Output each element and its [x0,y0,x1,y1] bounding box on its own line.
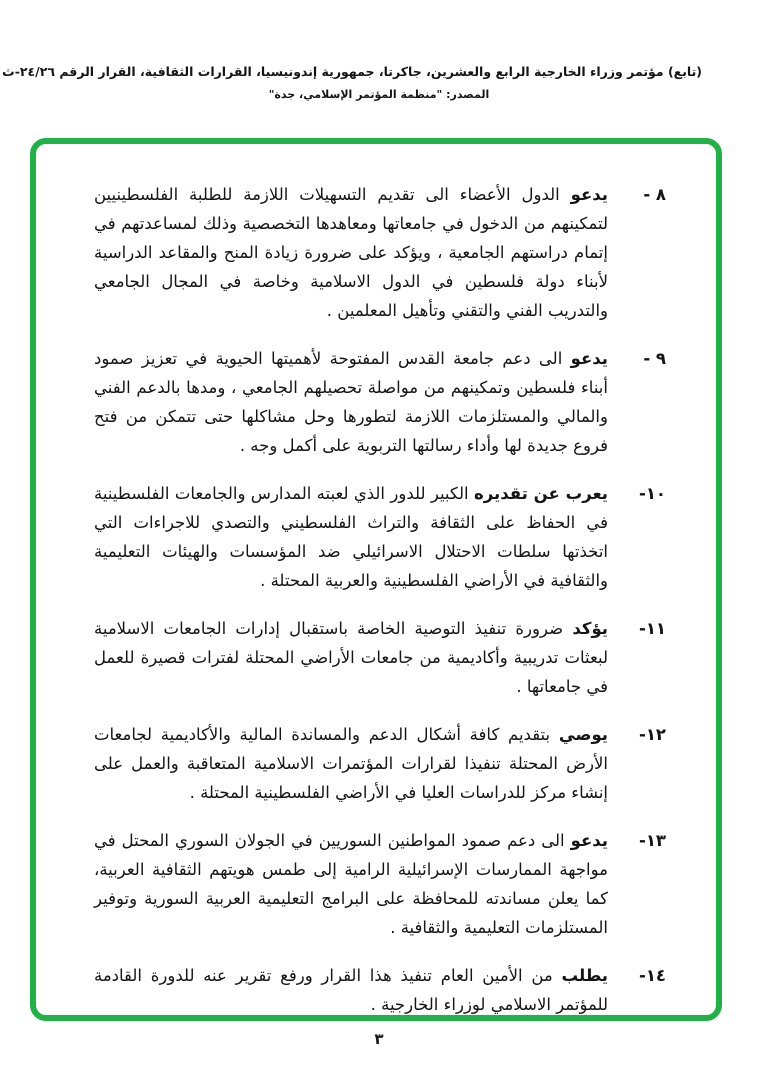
item-number: ٩ - [643,349,666,368]
item-lead-word: يؤكد [572,619,608,638]
item-number: ٨ - [643,185,666,204]
item-lead-word: يدعو [570,185,608,204]
item-text [94,720,608,807]
item-number: ١٣- [638,831,666,850]
item-text [94,826,608,942]
item-text [94,961,608,1019]
item-lead-word: يدعو [570,831,608,850]
item-body-text: الكبير للدور الذي لعبته المدارس والجامعات الفلسطينية في الحفاظ على الثقافة والتراث الفلسطيني والتصدي للاجراءات التي اتخذتها سلطات الاحتلال الاسرائيلي ضد المؤسسات والهيئات التعليمية والثقافية في الأراضي الفلسطينية والعربية المحتلة . [94,484,608,590]
item-lead-word: يطلب [561,966,608,985]
resolution-item-13 [94,826,666,942]
resolution-item-10 [94,479,666,595]
item-lead-word: يعرب عن تقديره [474,484,609,503]
resolution-item-9 [94,344,666,460]
item-body-text: الدول الأعضاء الى تقديم التسهيلات اللازمة للطلبة الفلسطينيين لتمكينهم من الدخول في جامعاتها ومعاهدها التخصصية وذلك لمساعدتهم في إتمام دراستهم الجامعية ، ويؤكد على ضرورة زيادة المنح والمقاعد الدراسية لأبناء دولة فلسطين في الدول الاسلامية وخاصة في المجال الجامعي والتدريب الفني والتقني وتأهيل المعلمين . [94,185,608,320]
item-text [94,344,608,460]
item-text [94,479,608,595]
resolution-item-11 [94,614,666,701]
item-body-text: الى دعم صمود المواطنين السوريين في الجولان السوري المحتل في مواجهة الممارسات الإسرائيلية الرامية إلى طمس هويتهم الثقافية العربية، كما يعلن مساندته للمحافظة على البرامج التعليمية العربية السورية وتوفير المستلزمات التعليمية والثقافية . [94,831,608,937]
item-number: ١١- [638,619,666,638]
item-text [94,180,608,325]
item-number: ١٠- [638,484,666,503]
item-body-text: ضرورة تنفيذ التوصية الخاصة باستقبال إدارات الجامعات الاسلامية لبعثات تدريبية وأكاديمية من جامعات الأراضي المحتلة لفترات قصيرة للعمل في جامعاتها . [94,619,608,696]
resolution-item-8 [94,180,666,325]
item-number: ١٢- [638,725,666,744]
item-number: ١٤- [638,966,666,985]
item-text [94,614,608,701]
content-border-box [30,138,722,1021]
item-lead-word: يدعو [570,349,608,368]
resolution-item-12 [94,720,666,807]
header-conference-title: (تابع) مؤتمر وزراء الخارجية الرابع والعشرين، جاكرتا، جمهورية إندونيسيا، القرارات الثقافية، القرار الرقم ٢٤/٢٦-ث [2,64,702,79]
item-body-text: من الأمين العام تنفيذ هذا القرار ورفع تقرير عنه للدورة القادمة للمؤتمر الاسلامي لوزراء الخارجية . [94,966,608,1014]
resolution-item-14 [94,961,666,1019]
item-lead-word: يوصي [558,725,608,744]
header-source-line: المصدر: "منظمة المؤتمر الإسلامي، جدة" [268,88,490,101]
item-body-text: بتقديم كافة أشكال الدعم والمساندة المالية والأكاديمية لجامعات الأرض المحتلة تنفيذا لقرارات المؤتمرات الاسلامية المتعاقبة والعمل على إنشاء مركز للدراسات العليا في الأراضي الفلسطينية المحتلة . [94,725,608,802]
page-number: ٣ [374,1030,384,1048]
item-body-text: الى دعم جامعة القدس المفتوحة لأهميتها الحيوية في تعزيز صمود أبناء فلسطين وتمكينهم من مواصلة تحصيلهم الجامعي ، ومدها بالدعم الفني والمالي والمستلزمات اللازمة لتطورها وحل مشاكلها حتى تتمكن من فتح فروع جديدة لها وأداء رسالتها التربوية على أكمل وجه . [94,349,608,455]
document-header [2,64,702,101]
